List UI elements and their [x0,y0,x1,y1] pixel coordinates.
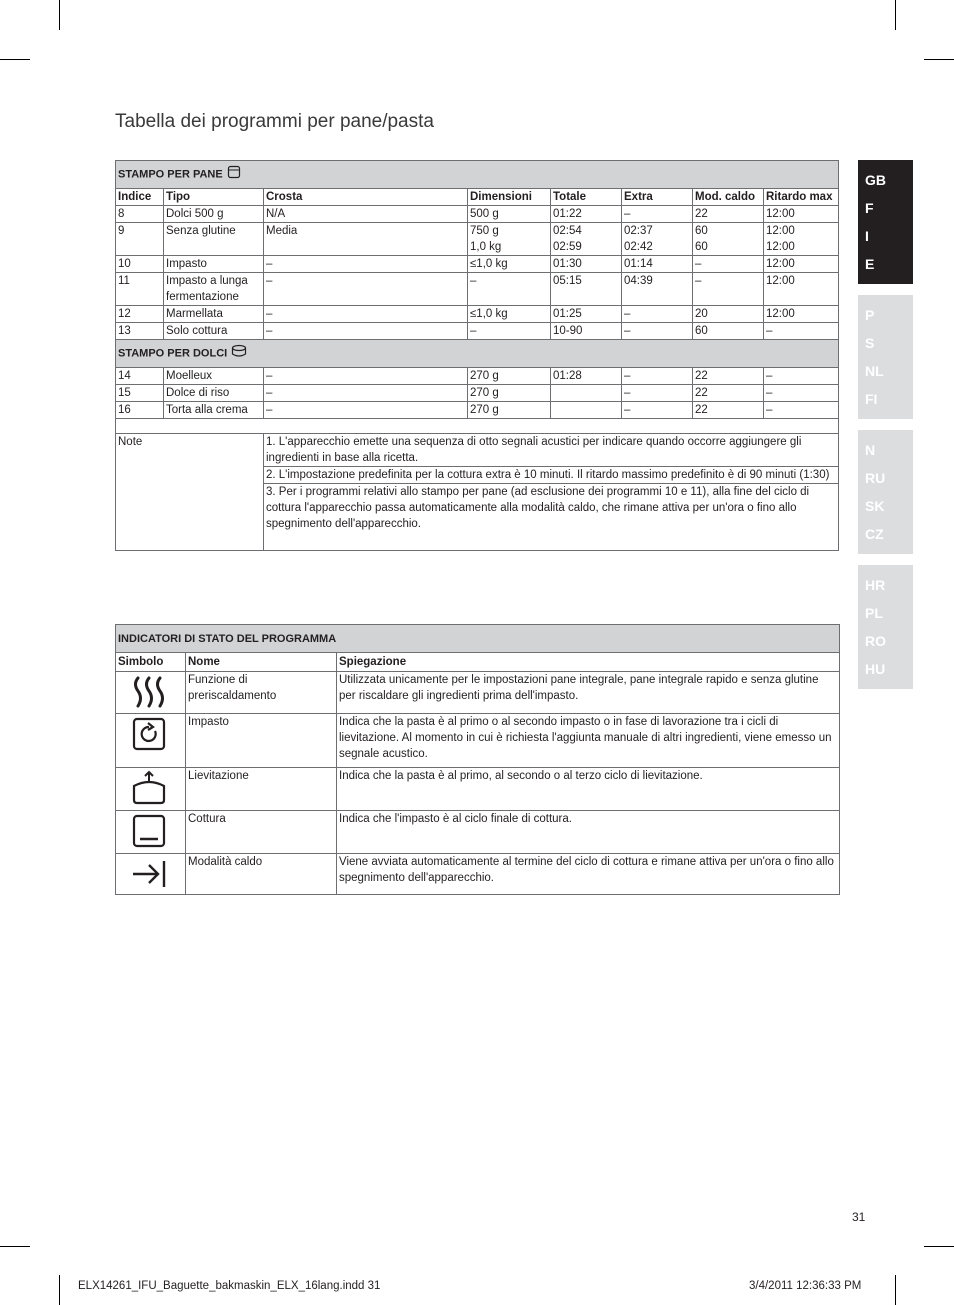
table-cell: – [693,273,764,306]
page-title: Tabella dei programmi per pane/pasta [115,111,434,132]
status-row [116,714,840,768]
table-cell: Media [264,223,468,256]
table-cell: 10-90 [551,323,622,340]
table-cell: 750 g 1,0 kg [468,223,551,256]
crop-mark [924,1246,954,1247]
section-title [116,161,839,189]
language-tab-gb[interactable]: GB [865,172,886,188]
language-tab-hu[interactable]: HU [865,661,886,677]
language-tab-ro[interactable]: RO [865,633,886,649]
language-group [858,160,913,284]
status-name: Funzione di preriscaldamento [186,672,337,714]
table-cell: 270 g [468,385,551,402]
table-cell: – [622,402,693,419]
symbol-cell [116,714,186,768]
table-cell: 11 [116,273,164,306]
header-row [116,653,840,672]
rise-icon [116,768,182,808]
table-cell: 01:28 [551,368,622,385]
table-cell: 20 [693,306,764,323]
spacer-row [116,419,839,434]
note-label: Note [116,434,264,551]
column-header: Indice [116,189,164,206]
table-cell: 10 [116,256,164,273]
status-indicator-table [115,624,840,895]
column-header: Extra [622,189,693,206]
table-cell: ≤1,0 kg [468,256,551,273]
table-cell: – [622,385,693,402]
table-cell: 8 [116,206,164,223]
keep-warm-icon [116,854,182,894]
table-cell [551,402,622,419]
table-cell: 05:15 [551,273,622,306]
crop-mark [0,1246,30,1247]
table-cell: Senza glutine [164,223,264,256]
table-cell: Moelleux [164,368,264,385]
column-header: Crosta [264,189,468,206]
language-tab-hr[interactable]: HR [865,577,886,593]
table-cell: 22 [693,402,764,419]
section-label: STAMPO PER PANE [118,168,223,181]
table-row [116,402,839,419]
table-cell: 500 g [468,206,551,223]
status-description: Utilizzata unicamente per le impostazioni pane integrale, pane integrale rapido e senza glutine per riscaldare gli ingredienti prima dell'impasto. [337,672,840,714]
section-row [116,340,839,368]
table-cell: 12:00 [764,206,839,223]
status-description: Indica che la pasta è al primo o al secondo impasto o in fase di lavorazione tra i cicli di lievitazione. Al momento in cui è richiesta l'aggiunta manuale di altri ingredienti, viene emesso un segnale acustico. [337,714,840,768]
table-cell: 270 g [468,402,551,419]
symbol-cell [116,768,186,811]
table-cell: 01:25 [551,306,622,323]
language-tab-n[interactable]: N [865,442,876,458]
language-group [858,565,913,689]
table-cell: – [764,385,839,402]
column-header: Ritardo max [764,189,839,206]
note-row [116,434,839,467]
status-row [116,854,840,895]
section-title: INDICATORI DI STATO DEL PROGRAMMA [116,625,840,653]
table-row [116,323,839,340]
language-tab-i[interactable]: I [865,228,869,244]
language-tab-f[interactable]: F [865,200,874,216]
language-tab-fi[interactable]: FI [865,391,878,407]
language-tab-p[interactable]: P [865,307,875,323]
symbol-cell [116,854,186,895]
table-cell: 270 g [468,368,551,385]
table-row [116,256,839,273]
crop-mark [895,1275,896,1305]
crop-mark [924,59,954,60]
crop-mark [59,0,60,30]
table-cell: ≤1,0 kg [468,306,551,323]
table-cell: 14 [116,368,164,385]
table-cell: 12:00 [764,306,839,323]
cake-pan-icon [231,349,247,361]
column-header: Dimensioni [468,189,551,206]
status-name: Cottura [186,811,337,854]
table-cell: – [264,385,468,402]
table-cell: 22 [693,206,764,223]
table-cell: Solo cottura [164,323,264,340]
language-tab-s[interactable]: S [865,335,875,351]
status-description: Indica che l'impasto è al ciclo finale di cottura. [337,811,840,854]
status-name: Modalità caldo [186,854,337,895]
symbol-cell [116,811,186,854]
table-cell: 12:00 [764,273,839,306]
language-tab-cz[interactable]: CZ [865,526,884,542]
table-row [116,206,839,223]
language-tab-nl[interactable]: NL [865,363,884,379]
table-cell: Impasto [164,256,264,273]
table-cell: Impasto a lunga fermentazione [164,273,264,306]
page-number: 31 [852,1210,866,1224]
crop-mark [0,59,30,60]
table-cell: Dolce di riso [164,385,264,402]
status-row [116,768,840,811]
table-cell: 9 [116,223,164,256]
language-tab-e[interactable]: E [865,256,875,272]
section-row [116,161,839,189]
table-cell: – [622,323,693,340]
status-name: Lievitazione [186,768,337,811]
section-title [116,340,839,368]
status-description: Viene avviata automaticamente al termine del ciclo di cottura e rimane attiva per un'ora o fino allo spegnimento dell'apparecchio. [337,854,840,895]
table-cell: 12:00 12:00 [764,223,839,256]
table-cell: – [622,306,693,323]
table-cell: 12 [116,306,164,323]
footer-date: 3/4/2011 12:36:33 PM [749,1280,862,1292]
table-cell: Marmellata [164,306,264,323]
table-cell: – [264,323,468,340]
table-cell: – [264,368,468,385]
program-table [115,160,839,551]
table-cell: – [622,206,693,223]
language-group [858,295,913,419]
symbol-cell [116,672,186,714]
status-description: Indica che la pasta è al primo, al secondo o al terzo ciclo di lievitazione. [337,768,840,811]
table-cell: 01:14 [622,256,693,273]
language-tab-sk[interactable]: SK [865,498,885,514]
language-tab-pl[interactable]: PL [865,605,883,621]
status-row [116,811,840,854]
table-cell: 60 60 [693,223,764,256]
column-header: Spiegazione [337,653,840,672]
preheat-icon [116,672,182,712]
table-cell: 22 [693,385,764,402]
table-cell: 12:00 [764,256,839,273]
table-cell: – [764,323,839,340]
column-header: Simbolo [116,653,186,672]
column-header: Totale [551,189,622,206]
language-sidebar [858,160,913,700]
spacer-cell [116,419,839,434]
table-cell: 02:37 02:42 [622,223,693,256]
table-cell: N/A [264,206,468,223]
table-cell: Torta alla crema [164,402,264,419]
column-header: Mod. caldo [693,189,764,206]
table-cell: – [693,256,764,273]
bake-icon [116,811,182,851]
table-cell [551,385,622,402]
table-cell: 13 [116,323,164,340]
table-cell: Dolci 500 g [164,206,264,223]
table-row [116,385,839,402]
table-cell: 02:54 02:59 [551,223,622,256]
table-cell: 60 [693,323,764,340]
note-text: 1. L'apparecchio emette una sequenza di otto segnali acustici per indicare quando occorre aggiungere gli ingredienti in base alla ricetta. [264,434,839,467]
table-cell: – [622,368,693,385]
note-text: 2. L'impostazione predefinita per la cottura extra è 10 minuti. Il ritardo massimo predefinito è di 90 minuti (1:30) [264,467,839,484]
knead-icon [116,714,182,754]
note-text: 3. Per i programmi relativi allo stampo per pane (ad esclusione dei programmi 10 e 11), alla fine del ciclo di cottura l'apparecchio passa automaticamente alla modalità caldo, che rimane attiva per un'ora o fino allo spegnimento dell'apparecchio. [264,484,839,551]
table-cell: – [468,273,551,306]
column-header: Tipo [164,189,264,206]
table-cell: – [264,256,468,273]
language-group [858,430,913,554]
language-tab-ru[interactable]: RU [865,470,886,486]
table-cell: – [264,273,468,306]
table-cell: 22 [693,368,764,385]
crop-mark [895,0,896,30]
table-cell: – [468,323,551,340]
status-name: Impasto [186,714,337,768]
bread-pan-icon [227,170,241,182]
table-row [116,368,839,385]
table-row [116,223,839,256]
header-row [116,189,839,206]
crop-mark [59,1275,60,1305]
section-row [116,625,840,653]
footer-file: ELX14261_IFU_Baguette_bakmaskin_ELX_16lang.indd 31 [78,1280,381,1292]
table-cell: – [264,402,468,419]
column-header: Nome [186,653,337,672]
table-cell: 04:39 [622,273,693,306]
table-row [116,273,839,306]
table-cell: – [764,402,839,419]
table-cell: – [264,306,468,323]
section-label: STAMPO PER DOLCI [118,347,228,360]
table-cell: 15 [116,385,164,402]
table-cell: – [764,368,839,385]
table-cell: 01:30 [551,256,622,273]
table-cell: 01:22 [551,206,622,223]
status-row [116,672,840,714]
table-cell: 16 [116,402,164,419]
table-row [116,306,839,323]
